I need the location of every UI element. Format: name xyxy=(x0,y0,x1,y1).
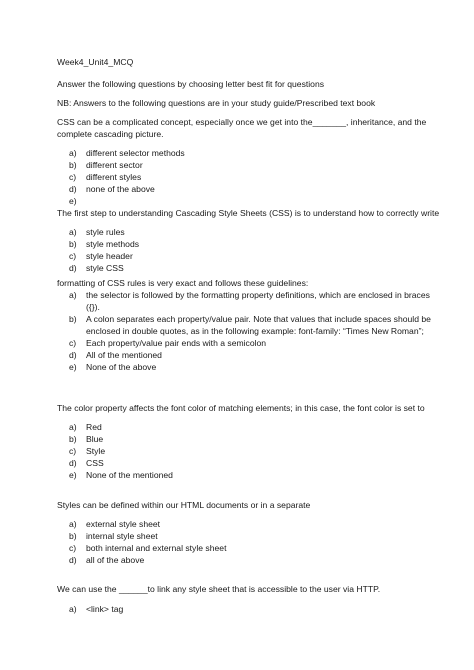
question-2-line-1: The first step to understanding Cascading Style Sheets (CSS) is to understand how to correctly write xyxy=(57,208,440,218)
document-title: Week4_Unit4_MCQ xyxy=(57,57,134,67)
question-1-line-1: CSS can be a complicated concept, especially once we get into the_______, inheritance, and the xyxy=(57,117,427,127)
instructions-text: Answer the following questions by choosing letter best fit for questions xyxy=(57,79,325,89)
question-1-line-2: complete cascading picture. xyxy=(57,129,164,139)
question-4-line-1: The color property affects the font color of matching elements; in this case, the font color is set to xyxy=(57,403,425,413)
note-text: NB: Answers to the following questions are in your study guide/Prescribed text book xyxy=(57,98,376,108)
question-6-line-1: We can use the ______to link any style sheet that is accessible to the user via HTTP. xyxy=(57,584,381,594)
question-3-line-1: formatting of CSS rules is very exact and follows these guidelines: xyxy=(57,278,309,288)
question-5-line-1: Styles can be defined within our HTML documents or in a separate xyxy=(57,500,311,510)
document-page: Week4_Unit4_MCQ Answer the following questions by choosing letter best fit for questions NB: Answers to the following questions are in your study guide/Prescribed text book CSS can be a complicated concept, especially once we get into the_______, inheritance, and the complete cascading picture. a) different selector methods b) different sector c) different styles d) none of the above e) The first step to understanding Cascading Style Sheets (CSS) is to understand how to correctly write a) style rules b) style methods c) style header d) style CSS formatting of CSS rules is very exact and follows these guidelines: a) the selector is followed by the formatting property definitions, which are enclosed in braces ({}). b) A colon separates each property/value pair. Note that values that include spaces should be enclosed in double quotes, as in the following example: font-family: “Times New Roman”; c) Each property/value pair ends with a semicolon d) All of the mentioned e) None of the above The color property affects the font color of matching elements; in this case, the font color is set to a) Red b) Blue c) Style d) CSS e) None of the mentioned Styles can be defined within our HTML documents or in a separate a) external style sheet b) internal style sheet c) both internal and external style sheet d) all of the above We can use the ______to link any style sheet that is accessible to the user via HTTP. a) <link> tag xyxy=(57,57,440,614)
